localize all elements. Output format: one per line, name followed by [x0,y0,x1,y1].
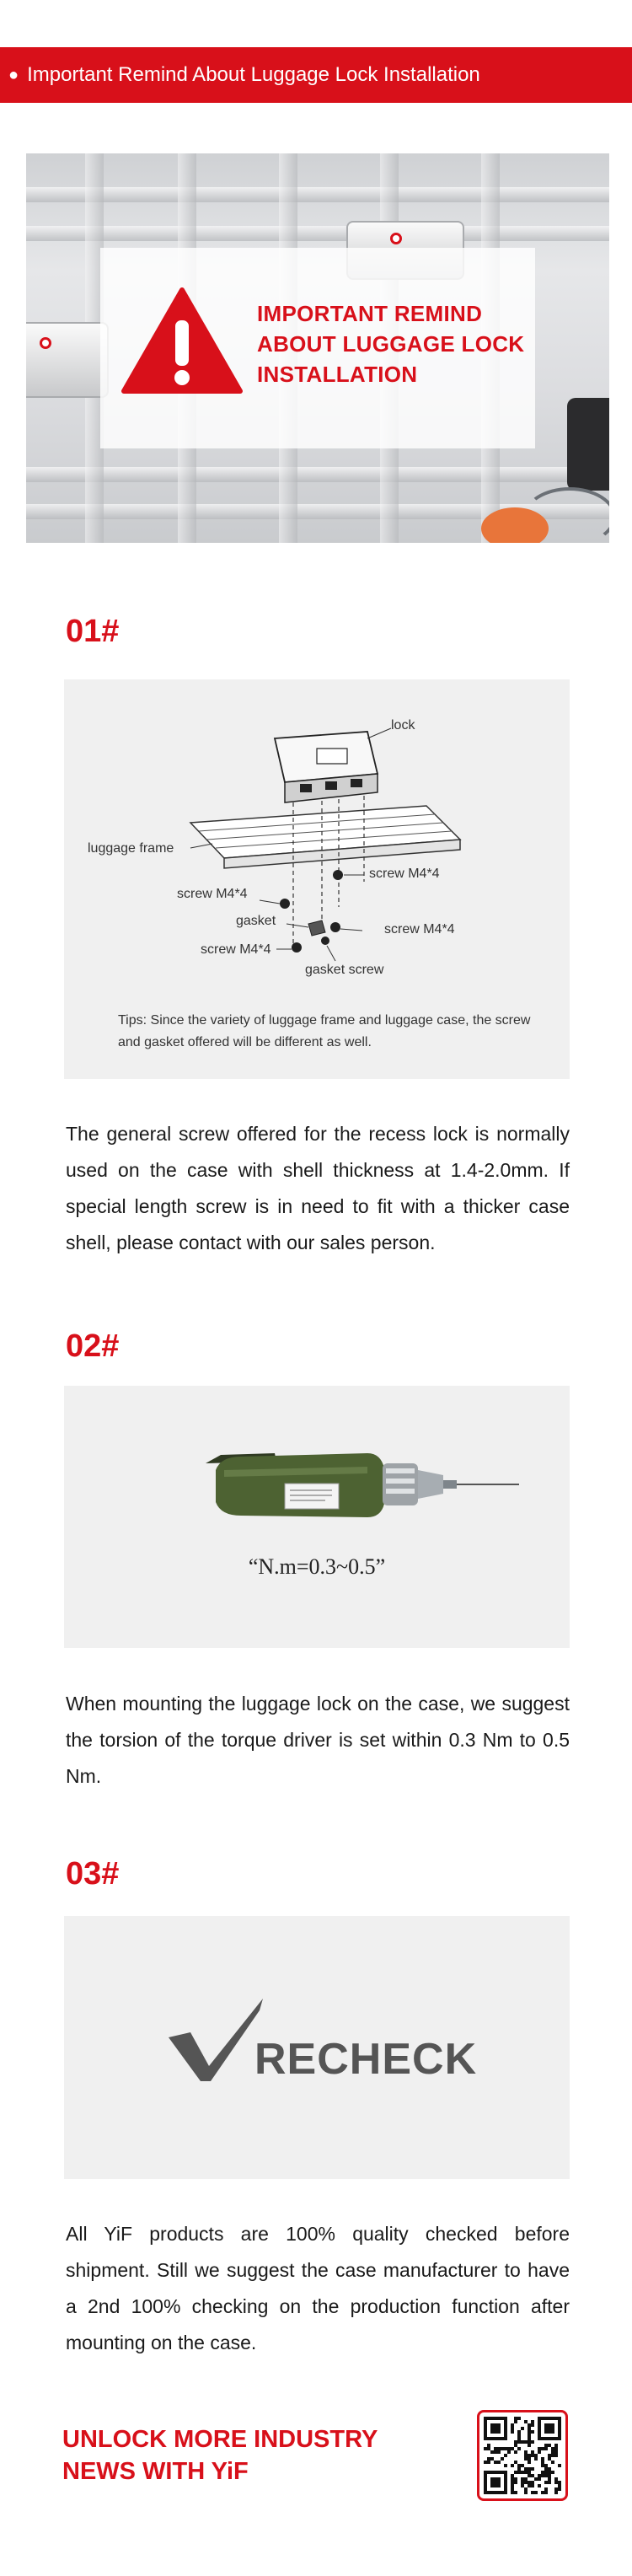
hero-headline: IMPORTANT REMIND ABOUT LUGGAGE LOCK INSTALLATION [257,301,525,387]
label-gasket-screw: gasket screw [305,963,384,977]
lock-indicator-icon [390,233,402,244]
suitcase-rib [26,226,609,241]
warning-icon [121,287,244,394]
label-lock: lock [391,718,415,733]
section-header [0,47,632,103]
footer-cta: UNLOCK MORE INDUSTRY NEWS WITH YiF [62,2426,378,2485]
suitcase-rib [26,467,609,482]
torque-driver-figure [64,1386,570,1648]
step-description: All YiF products are 100% quality checked before shipment. Still we suggest the case manufacturer to have a 2nd 100% checking on the production function after mounting on the case. [66,2223,570,2353]
suitcase-lock-left [26,322,109,398]
installation-diagram [64,679,570,1079]
qr-code[interactable] [477,2410,568,2501]
torque-caption: “N.m=0.3~0.5” [248,1554,386,1579]
step-number: 03# [66,1856,120,1892]
label-screw: screw M4*4 [369,867,440,881]
step-description: The general screw offered for the recess lock is normally used on the case with shell thickness at 1.4-2.0mm. If special length screw is in need to fit with a thicker case shell, please contact with our sales person. [66,1123,570,1253]
step-description: When mounting the luggage lock on the case, we suggest the torsion of the torque driver is set within 0.3 Nm to 0.5 Nm. [66,1693,570,1787]
recheck-label: RECHECK [254,2035,478,2084]
diagram-tips: Tips: Since the variety of luggage frame and luggage case, the screw and gasket offered will be different as well. [118,1013,531,1049]
tsa-padlock [481,507,549,543]
suitcase-rib [26,187,609,202]
suitcase-wheel [567,398,609,491]
torque-driver-icon [64,1386,570,1554]
lock-frame-illustration [64,679,570,1000]
label-screw: screw M4*4 [384,922,455,936]
step-number: 01# [66,614,120,649]
label-luggage-frame: luggage frame [88,841,174,856]
label-screw: screw M4*4 [201,942,271,957]
lock-indicator-icon [40,337,51,349]
section-header-title: Important Remind About Luggage Lock Installation [27,63,480,86]
checkmark-icon [165,1994,266,2086]
hero-banner [26,153,609,543]
step-number: 02# [66,1328,120,1364]
label-screw: screw M4*4 [177,887,248,901]
qr-code-icon [484,2417,561,2494]
label-gasket: gasket [236,914,276,928]
recheck-figure [64,1916,570,2179]
bullet-icon: ● [8,65,19,84]
